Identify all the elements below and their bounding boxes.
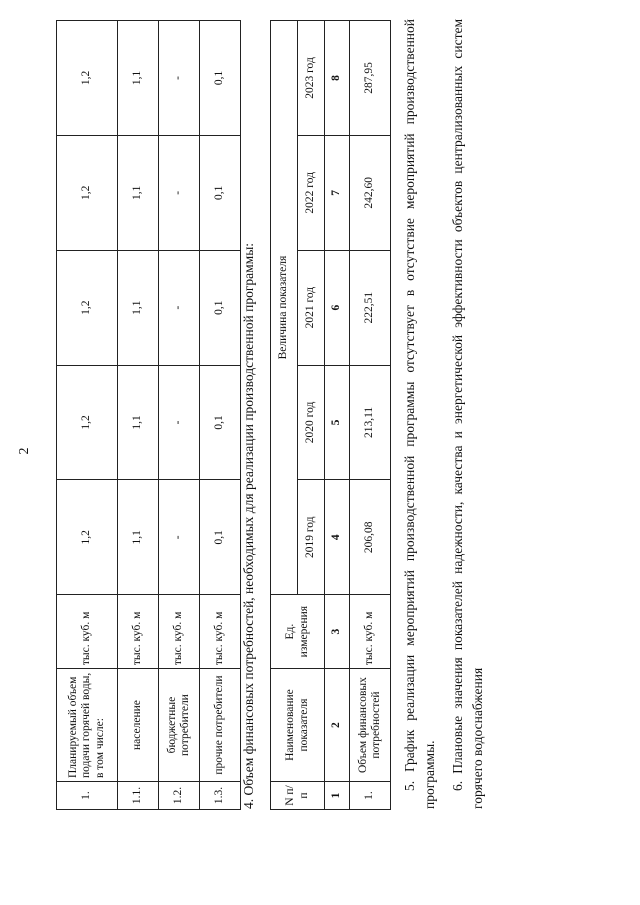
value-cell: - [159, 135, 200, 250]
column-index-row [325, 21, 350, 810]
column-index: 8 [325, 21, 350, 136]
column-index: 2 [325, 669, 350, 782]
header-year: 2023 год [298, 21, 325, 136]
row-name: Планируемый объем подачи горячей воды, в том числе: [57, 669, 118, 782]
value-cell: 0,1 [200, 365, 241, 480]
row-name: население [118, 669, 159, 782]
value-cell: 1,1 [118, 135, 159, 250]
hot-water-volume-table [56, 20, 241, 810]
value-cell: - [159, 250, 200, 365]
table-row [118, 21, 159, 810]
value-cell: 0,1 [200, 480, 241, 595]
value-cell: 0,1 [200, 135, 241, 250]
column-index: 5 [325, 365, 350, 480]
value-cell: - [159, 365, 200, 480]
value-cell: 1,1 [118, 365, 159, 480]
value-cell: 1,1 [118, 250, 159, 365]
row-name: прочие потребители [200, 669, 241, 782]
table-header-row [271, 21, 298, 810]
row-unit: тыс. куб. м [200, 595, 241, 669]
header-value-group: Величина показателя [271, 21, 298, 595]
value-cell: 0,1 [200, 250, 241, 365]
row-number: 1.2. [159, 782, 200, 810]
header-year: 2021 год [298, 250, 325, 365]
value-cell: - [159, 480, 200, 595]
paragraph-5: 5. График реализации мероприятий производственной программы отсутствует в отсутствие мероприятий производственной программы. [402, 19, 437, 809]
value-cell: 1,1 [118, 480, 159, 595]
section-4-title: 4. Объем финансовых потребностей, необходимых для реализации производственной программы: [241, 242, 256, 809]
row-number: 1. [350, 782, 391, 810]
row-name: бюджетные потребители [159, 669, 200, 782]
value-cell: 1,2 [57, 21, 118, 136]
column-index: 1 [325, 782, 350, 810]
value-cell: 287,95 [350, 21, 391, 136]
column-index: 7 [325, 135, 350, 250]
financial-needs-table [270, 20, 391, 810]
header-year: 2020 год [298, 365, 325, 480]
value-cell: 213,11 [350, 365, 391, 480]
header-unit: Ед. измерения [271, 595, 325, 669]
column-index: 6 [325, 250, 350, 365]
table-row [200, 21, 241, 810]
paragraph-6: 6. Плановые значения показателей надежности, качества и энергетической эффективности объектов централизованных систем горячего водоснабжения [450, 19, 485, 809]
table-row [57, 21, 118, 810]
value-cell: 1,2 [57, 250, 118, 365]
row-unit: тыс. куб. м [57, 595, 118, 669]
row-name: Объем финансовых потребностей [350, 669, 391, 782]
value-cell: 242,60 [350, 135, 391, 250]
value-cell: 1,2 [57, 480, 118, 595]
row-unit: тыс. куб. м [350, 595, 391, 669]
value-cell: 1,2 [57, 365, 118, 480]
value-cell: 0,1 [200, 21, 241, 136]
value-cell: 222,51 [350, 250, 391, 365]
value-cell: - [159, 21, 200, 136]
table-row [350, 21, 391, 810]
row-unit: тыс. куб. м [159, 595, 200, 669]
row-number: 1.3. [200, 782, 241, 810]
row-number: 1. [57, 782, 118, 810]
header-year: 2019 год [298, 480, 325, 595]
value-cell: 1,2 [57, 135, 118, 250]
row-unit: тыс. куб. м [118, 595, 159, 669]
header-year: 2022 год [298, 135, 325, 250]
value-cell: 1,1 [118, 21, 159, 136]
column-index: 3 [325, 595, 350, 669]
table-row [159, 21, 200, 810]
page-number: 2 [17, 447, 32, 455]
row-number: 1.1. [118, 782, 159, 810]
header-name: Наименование показателя [271, 669, 325, 782]
column-index: 4 [325, 480, 350, 595]
value-cell: 206,08 [350, 480, 391, 595]
header-num: N п/п [271, 782, 325, 810]
